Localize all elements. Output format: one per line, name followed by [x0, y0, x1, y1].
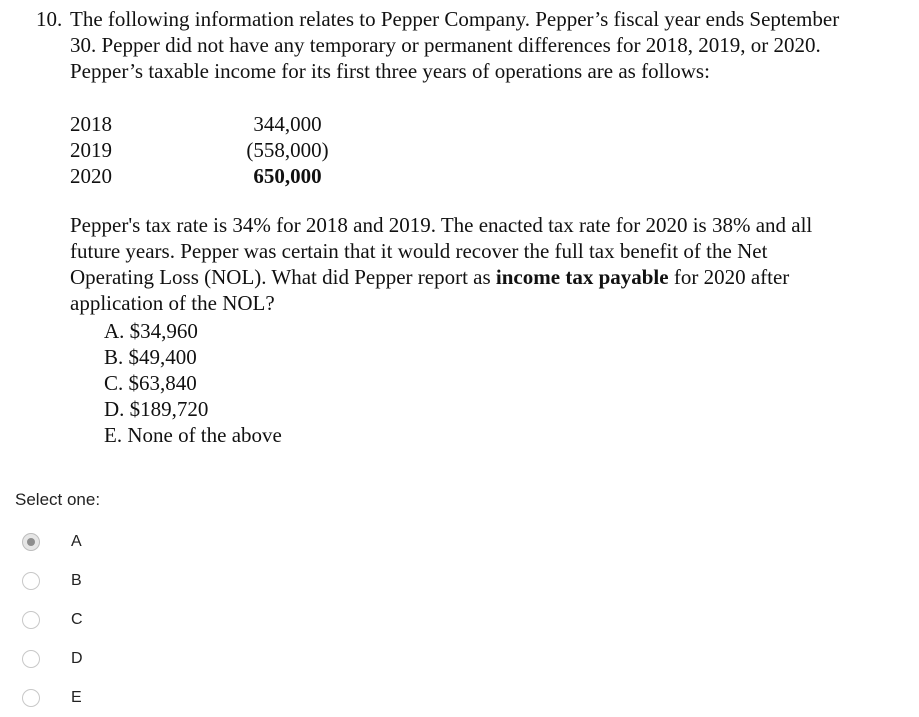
question-body — [70, 212, 915, 316]
printed-choice: B. $49,400 — [104, 345, 197, 369]
taxable-income-year: 2018 — [70, 112, 112, 136]
taxable-income-row — [70, 137, 370, 163]
question-body-text: Operating Loss (NOL). What did Pepper report as — [70, 265, 496, 289]
taxable-income-row — [70, 163, 370, 189]
question-body-line: future years. Pepper was certain that it would recover the full tax benefit of the Net — [70, 239, 768, 263]
answer-option-c[interactable] — [22, 600, 83, 639]
taxable-income-table — [70, 111, 370, 189]
answer-option-b[interactable] — [22, 561, 83, 600]
answer-label-a[interactable]: A — [71, 532, 82, 550]
question-intro-line: The following information relates to Pepper Company. Pepper’s fiscal year ends September — [70, 7, 840, 31]
radio-button-b[interactable] — [22, 572, 40, 590]
taxable-income-year: 2019 — [70, 138, 112, 162]
printed-choices — [104, 318, 282, 448]
radio-button-a[interactable] — [22, 533, 40, 551]
answer-option-a[interactable] — [22, 522, 83, 561]
printed-choice: D. $189,720 — [104, 397, 209, 421]
taxable-income-row — [70, 111, 370, 137]
radio-button-c[interactable] — [22, 611, 40, 629]
answer-label-b[interactable]: B — [71, 571, 82, 589]
radio-button-d[interactable] — [22, 650, 40, 668]
answer-option-d[interactable] — [22, 639, 83, 678]
answer-label-c[interactable]: C — [71, 610, 83, 628]
question-number: 10. — [36, 7, 63, 31]
taxable-income-amount: (558,000) — [246, 138, 329, 162]
select-one-prompt: Select one: — [15, 490, 101, 509]
radio-button-e[interactable] — [22, 689, 40, 707]
answer-label-e[interactable]: E — [71, 688, 82, 706]
question-intro-line: 30. Pepper did not have any temporary or permanent differences for 2018, 2019, or 2020. — [70, 33, 821, 57]
answer-options — [22, 522, 83, 717]
printed-choice: E. None of the above — [104, 423, 282, 447]
question-body-text: for 2020 after — [668, 265, 790, 289]
question-intro — [70, 6, 915, 84]
question-intro-line: Pepper’s taxable income for its first three years of operations are as follows: — [70, 59, 710, 83]
taxable-income-amount: 650,000 — [253, 164, 322, 188]
question-emphasis: income tax payable — [495, 265, 669, 289]
printed-choice: C. $63,840 — [104, 371, 197, 395]
question-body-line: application of the NOL? — [70, 291, 275, 315]
taxable-income-year: 2020 — [70, 164, 112, 188]
answer-label-d[interactable]: D — [71, 649, 83, 667]
question-body-line — [70, 264, 915, 290]
question-body-line: Pepper's tax rate is 34% for 2018 and 2019. The enacted tax rate for 2020 is 38% and all — [70, 213, 813, 237]
printed-choice: A. $34,960 — [104, 319, 198, 343]
taxable-income-amount: 344,000 — [253, 112, 322, 136]
answer-option-e[interactable] — [22, 678, 83, 717]
